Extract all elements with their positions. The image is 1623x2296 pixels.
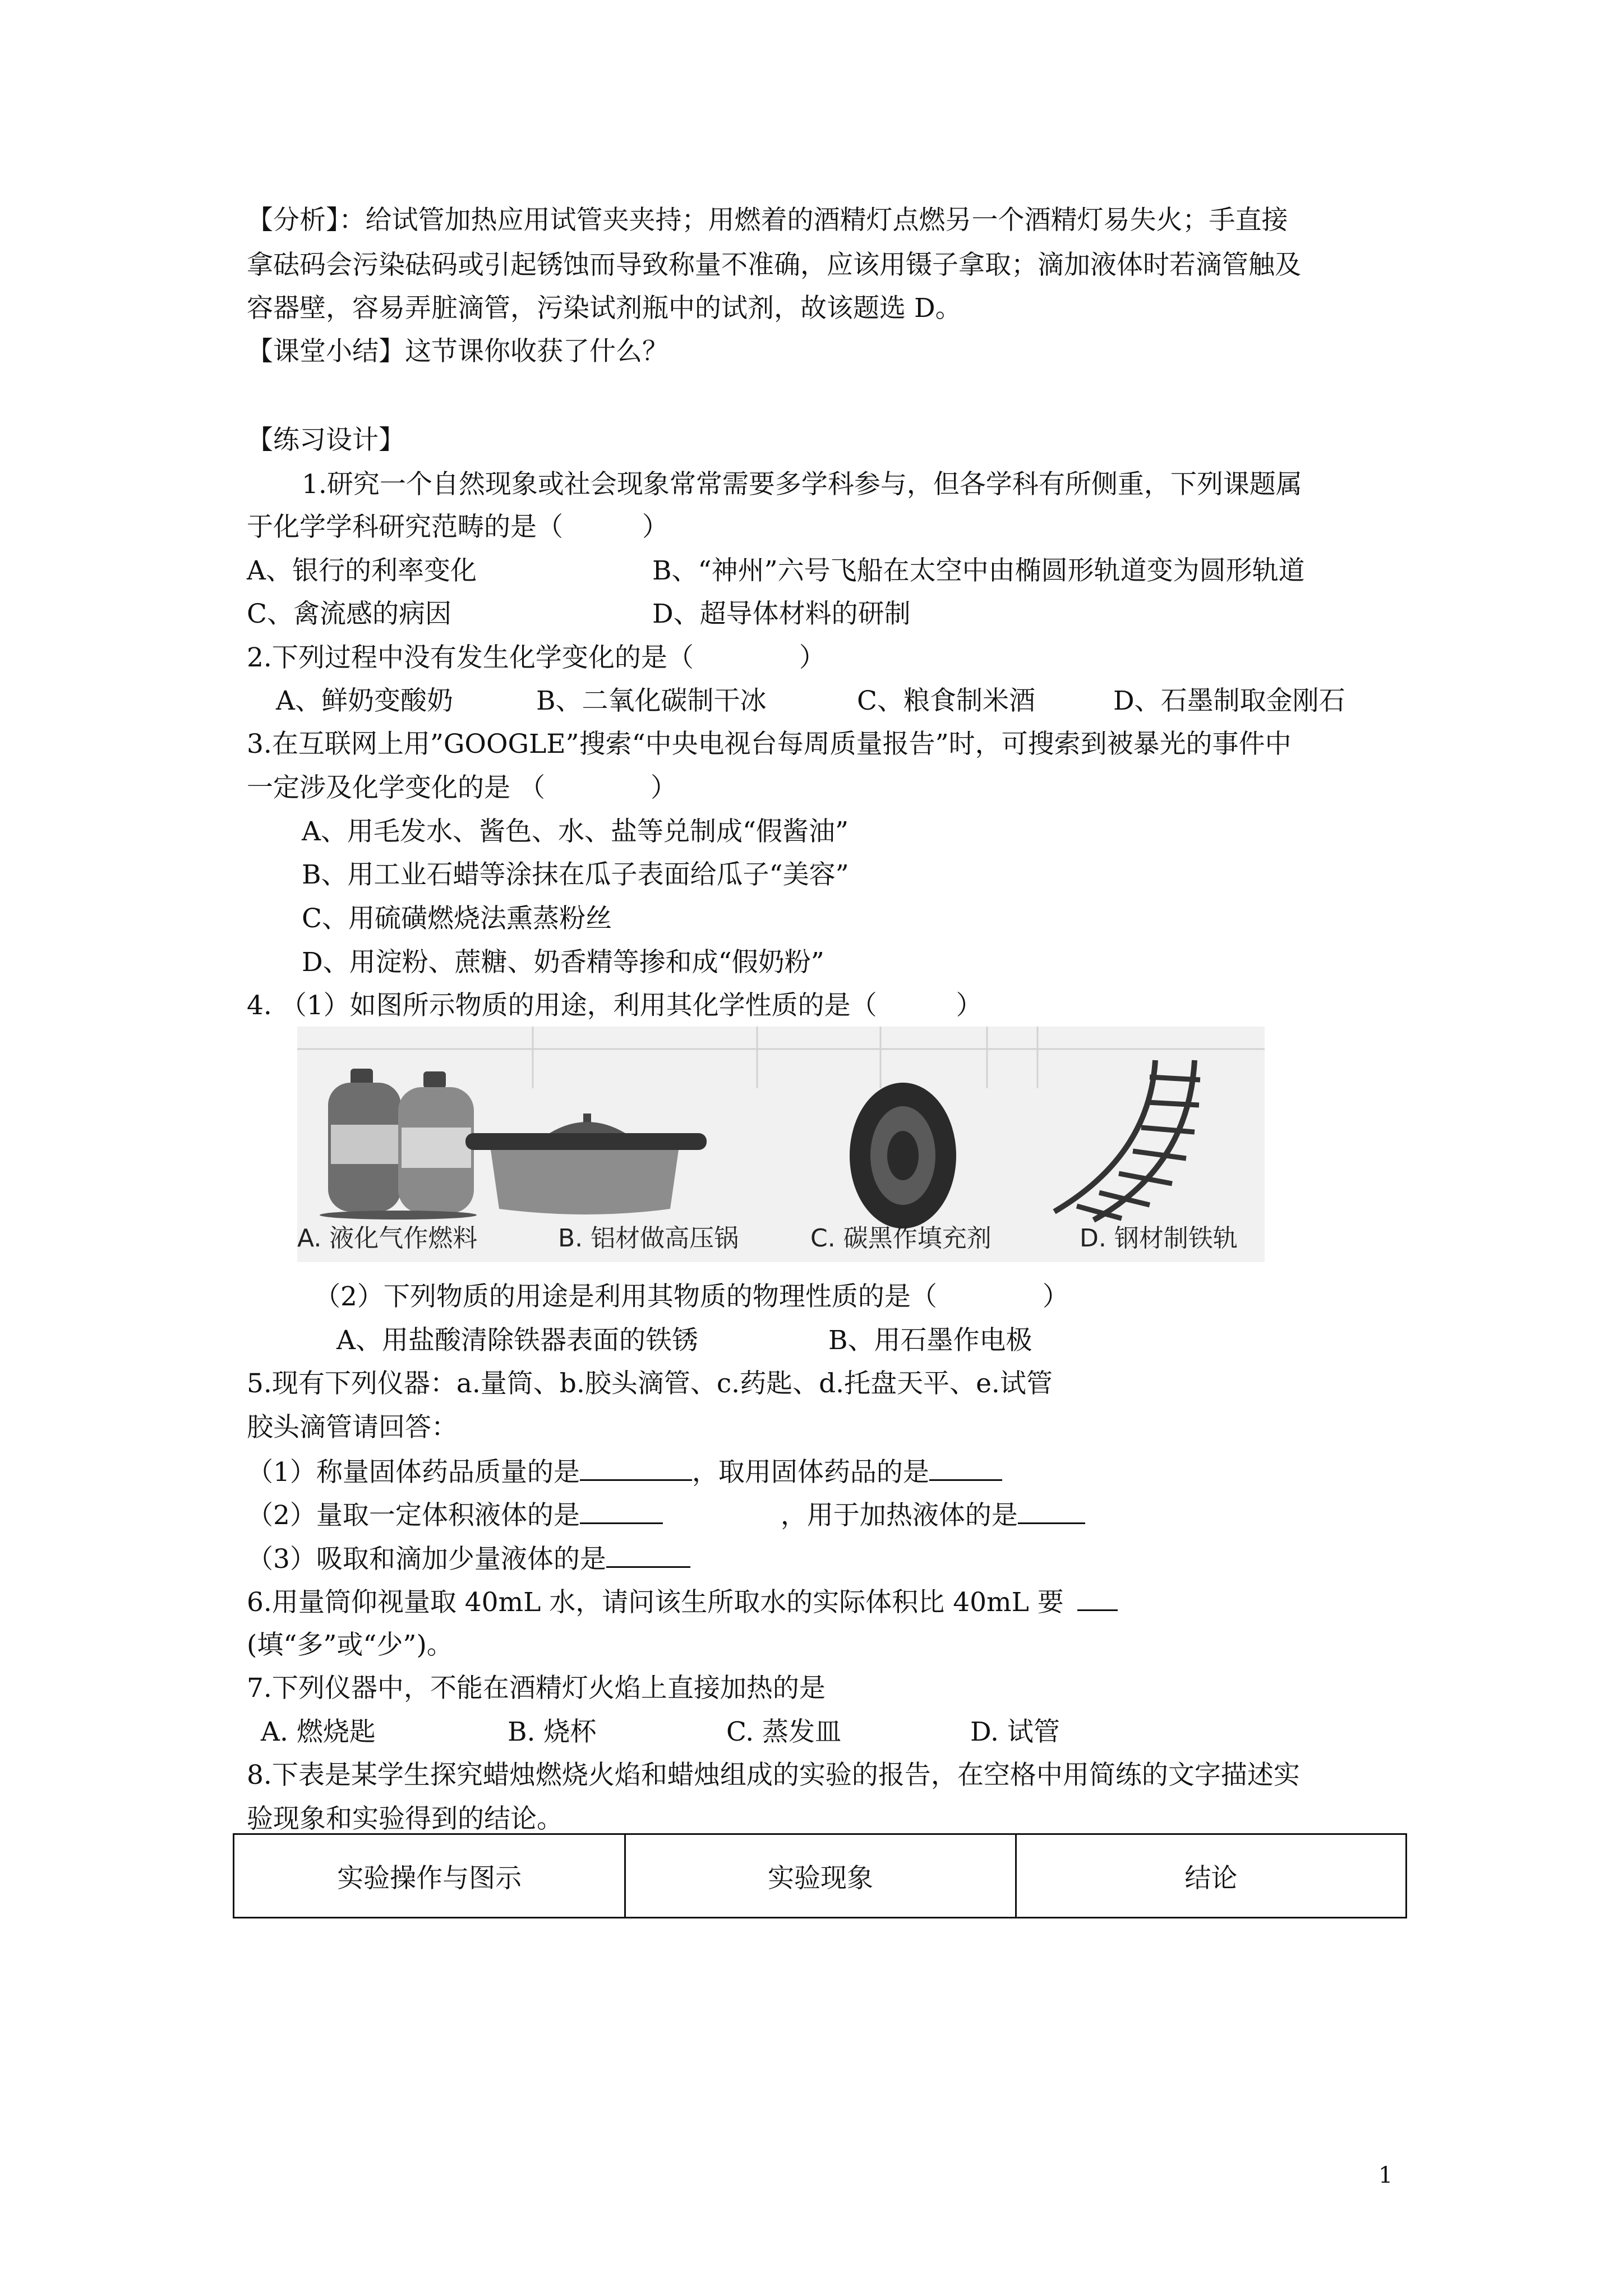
table-header-cell: 实验操作与图示 xyxy=(234,1834,625,1918)
rail-track-icon xyxy=(1054,1060,1200,1220)
experiment-report-table xyxy=(233,1833,1407,1918)
q5-sub-2-label-b: ，用于加热液体的是 xyxy=(780,1500,1018,1531)
q4-caption-d: D. 钢材制铁轨 xyxy=(1080,1224,1238,1253)
q5-sub-1-label-b: ，取用固体药品的是 xyxy=(691,1457,929,1488)
q7-option-b: B. 烧杯 xyxy=(508,1717,597,1747)
q7-option-c: C. 蒸发皿 xyxy=(726,1717,842,1747)
q3-stem-line-2: 一定涉及化学变化的是 （ ） xyxy=(247,772,677,803)
q4-part-2: （2）下列物质的用途是利用其物质的物理性质的是（ ） xyxy=(314,1281,1069,1312)
q2-option-a: A、鲜奶变酸奶 xyxy=(276,685,453,716)
q7-stem: 7.下列仪器中，不能在酒精灯火焰上直接加热的是 xyxy=(247,1673,826,1704)
q8-stem-line-1: 8.下表是某学生探究蜡烛燃烧火焰和蜡烛组成的实验的报告，在空格中用简练的文字描述实 xyxy=(247,1760,1300,1791)
q3-option-c: C、用硫磺燃烧法熏蒸粉丝 xyxy=(302,903,612,934)
q8-stem-line-2: 验现象和实验得到的结论。 xyxy=(247,1803,563,1834)
class-summary: 【课堂小结】这节课你收获了什么？ xyxy=(247,336,668,367)
answer-blank[interactable] xyxy=(580,1455,692,1481)
q4-caption-c: C. 碳黑作填充剂 xyxy=(810,1224,992,1253)
analysis-line-1: 【分析】：给试管加热应用试管夹夹持；用燃着的酒精灯点燃另一个酒精灯易失火；手直接 xyxy=(247,205,1288,236)
q6-stem xyxy=(247,1585,1118,1619)
q6-stem-text: 6.用量筒仰视量取 40mL 水，请问该生所取水的实际体积比 40mL 要 xyxy=(247,1587,1064,1618)
practice-heading: 【练习设计】 xyxy=(247,425,405,455)
q4-figure xyxy=(297,1027,1265,1262)
q3-option-a: A、用毛发水、酱色、水、盐等兑制成“假酱油” xyxy=(302,816,849,847)
table-header-row xyxy=(234,1834,1407,1918)
q7-option-d: D. 试管 xyxy=(970,1717,1060,1747)
answer-blank[interactable] xyxy=(929,1455,1002,1481)
q3-stem-line-1: 3.在互联网上用”GOOGLE”搜索“中央电视台每周质量报告”时，可搜索到被暴光的事件中 xyxy=(247,729,1292,760)
q2-option-b: B、二氧化碳制干冰 xyxy=(536,685,767,716)
q4-caption-b: B. 铝材做高压锅 xyxy=(558,1224,739,1253)
pressure-cooker-icon xyxy=(465,1114,707,1214)
q2-option-c: C、粮食制米酒 xyxy=(857,685,1035,716)
q4-part-1: 4. （1）如图所示物质的用途，利用其化学性质的是（ ） xyxy=(247,990,983,1021)
q1-stem-line-2: 于化学学科研究范畴的是（ ） xyxy=(247,512,668,542)
q3-option-d: D、用淀粉、蔗糖、奶香精等掺和成“假奶粉” xyxy=(302,947,824,978)
q1-option-d: D、超导体材料的研制 xyxy=(652,599,911,629)
q3-option-b: B、用工业石蜡等涂抹在瓜子表面给瓜子“美容” xyxy=(302,859,849,890)
gas-cylinder-icon xyxy=(320,1069,477,1220)
q6-stem-line-2: (填“多”或“少”)。 xyxy=(247,1630,453,1660)
q7-option-a: A. 燃烧匙 xyxy=(261,1717,376,1747)
q1-option-b: B、“神州”六号飞船在太空中由椭圆形轨道变为圆形轨道 xyxy=(652,555,1305,586)
answer-blank[interactable] xyxy=(606,1542,690,1568)
q5-stem: 5.现有下列仪器：a.量筒、b.胶头滴管、c.药匙、d.托盘天平、e.试管 xyxy=(247,1368,1053,1399)
answer-blank[interactable] xyxy=(1018,1498,1085,1524)
q4-caption-a: A. 液化气作燃料 xyxy=(297,1224,478,1253)
page-number: 1 xyxy=(1378,2162,1393,2188)
q5-sub-1-label-a: （1）称量固体药品质量的是 xyxy=(247,1457,580,1488)
q4-part-2-option-a: A、用盐酸清除铁器表面的铁锈 xyxy=(336,1325,698,1356)
q2-stem: 2.下列过程中没有发生化学变化的是（ ） xyxy=(247,642,826,673)
q5-sub-1 xyxy=(247,1455,1002,1489)
q4-part-2-option-b: B、用石墨作电极 xyxy=(828,1325,1032,1356)
q5-stem-line-2: 胶头滴管请回答： xyxy=(247,1412,458,1443)
q1-stem-line-1: 1.研究一个自然现象或社会现象常常需要多学科参与，但各学科有所侧重，下列课题属 xyxy=(302,469,1302,500)
q1-option-a: A、银行的利率变化 xyxy=(247,555,477,586)
answer-blank[interactable] xyxy=(580,1498,663,1524)
q5-sub-3-label: （3）吸取和滴加少量液体的是 xyxy=(247,1544,606,1575)
table-header-cell: 实验现象 xyxy=(625,1834,1016,1918)
q5-sub-3 xyxy=(247,1542,690,1576)
answer-blank[interactable] xyxy=(1077,1585,1118,1611)
q5-sub-2 xyxy=(247,1498,1085,1533)
q5-sub-2-label-a: （2）量取一定体积液体的是 xyxy=(247,1500,580,1531)
analysis-line-3: 容器壁，容易弄脏滴管，污染试剂瓶中的试剂，故该题选 D。 xyxy=(247,293,962,324)
analysis-line-2: 拿砝码会污染砝码或引起锈蚀而导致称量不准确，应该用镊子拿取；滴加液体时若滴管触及 xyxy=(247,250,1301,280)
table-header-cell: 结论 xyxy=(1016,1834,1406,1918)
tire-icon xyxy=(850,1083,956,1228)
q1-option-c: C、禽流感的病因 xyxy=(247,599,451,629)
q2-option-d: D、石墨制取金刚石 xyxy=(1113,685,1345,716)
